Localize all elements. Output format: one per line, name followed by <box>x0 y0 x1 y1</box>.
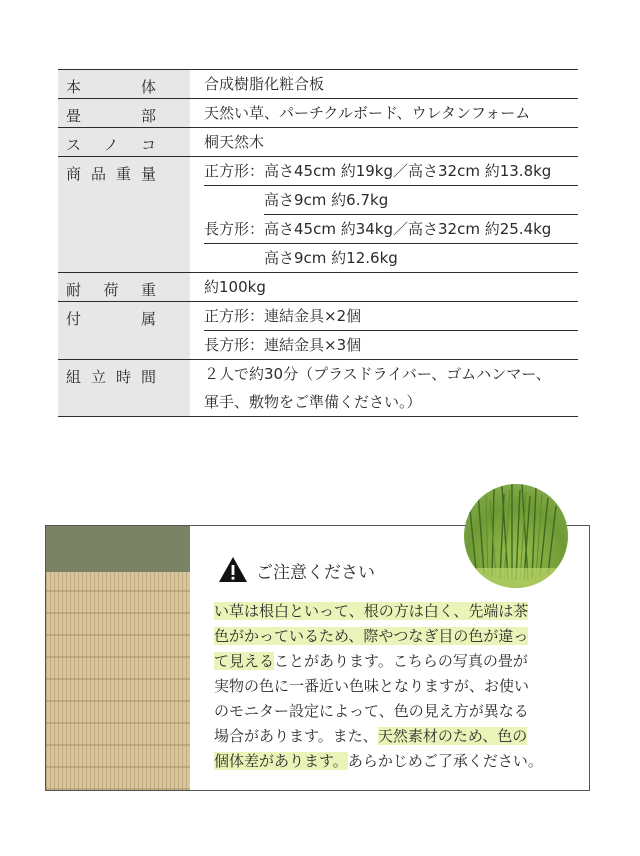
spec-value: 軍手、敷物をご準備ください。） <box>204 393 422 411</box>
spec-value: 高さ9cm 約6.7kg <box>264 186 578 215</box>
notice-box <box>45 525 590 791</box>
spec-key: 本 体 <box>58 70 190 98</box>
warning-triangle-icon <box>218 556 248 584</box>
spec-key: 付 属 <box>58 302 190 359</box>
spec-value: 長方形：高さ45cm 約34kg／高さ32cm 約25.4kg <box>204 215 578 244</box>
tatami-photo <box>46 526 190 790</box>
notice-body <box>214 599 566 774</box>
spec-row-assembly <box>58 360 578 417</box>
spec-value: 合成樹脂化粧合板 <box>204 75 325 93</box>
spec-table <box>58 69 578 417</box>
rush-grass-photo <box>464 484 568 588</box>
spec-value: 正方形：連結金具×2個 <box>204 302 578 331</box>
spec-value: ２人で約30分（プラスドライバー、ゴムハンマー、 <box>204 365 551 383</box>
spec-value: 正方形：高さ45cm 約19kg／高さ32cm 約13.8kg <box>204 157 578 186</box>
notice-title: ご注意ください <box>218 556 375 584</box>
spec-key: 耐 荷 重 <box>58 273 190 301</box>
notice-line: 場合があります。また、天然素材のため、色の <box>214 727 528 745</box>
spec-key: 商 品 重 量 <box>58 157 190 272</box>
spec-row-load <box>58 273 578 302</box>
notice-line: 実物の色に一番近い色味となりますが、お使い <box>214 677 530 695</box>
spec-value: 桐天然木 <box>204 133 265 151</box>
spec-row-accessories <box>58 302 578 360</box>
spec-row-sunoko <box>58 128 578 157</box>
tatami-weave <box>46 572 190 790</box>
notice-line: て見えることがあります。こちらの写真の畳が <box>214 652 528 670</box>
spec-value: 天然い草、パーチクルボード、ウレタンフォーム <box>204 104 531 122</box>
notice-line: い草は根白といって、根の方は白く、先端は茶 <box>214 602 529 620</box>
spec-key: ス ノ コ <box>58 128 190 156</box>
spec-key: 畳 部 <box>58 99 190 127</box>
spec-value: 約100kg <box>204 278 266 296</box>
notice-line: 色がかっているため、際やつなぎ目の色が違っ <box>214 627 529 645</box>
notice-line: のモニター設定によって、色の見え方が異なる <box>214 702 529 720</box>
notice-line: 個体差があります。あらかじめご了承ください。 <box>214 752 543 770</box>
spec-value: 長方形：連結金具×3個 <box>204 336 362 354</box>
spec-row-weight <box>58 157 578 273</box>
spec-row-body <box>58 69 578 99</box>
spec-key: 組 立 時 間 <box>58 360 190 416</box>
spec-value: 高さ9cm 約12.6kg <box>264 249 398 267</box>
tatami-border-cloth <box>46 526 190 572</box>
spec-row-tatami <box>58 99 578 128</box>
